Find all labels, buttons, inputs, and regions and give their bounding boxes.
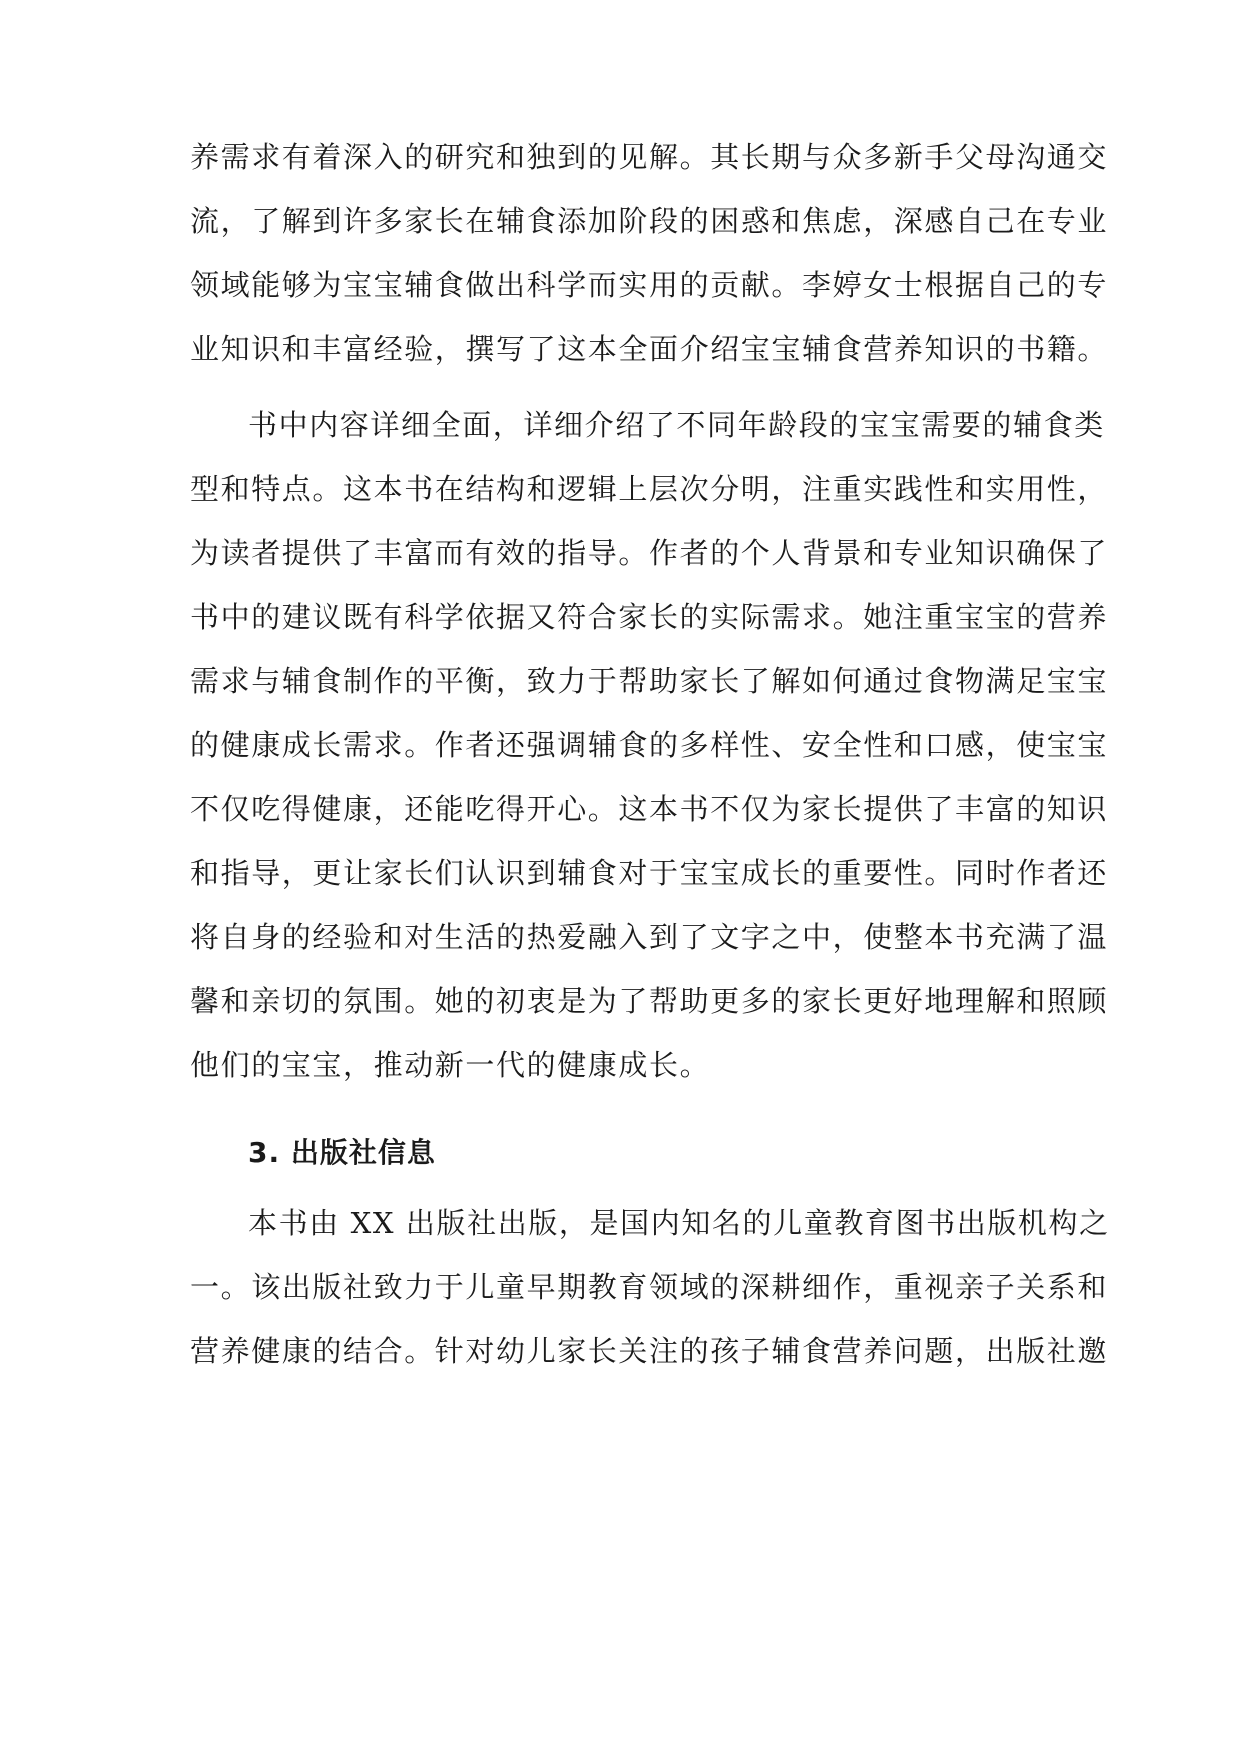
paragraph-2-line-10: 馨和亲切的氛围。她的初衷是为了帮助更多的家长更好地理解和照顾: [190, 984, 1109, 1018]
paragraph-2-line-8: 和指导，更让家长们认识到辅食对于宝宝成长的重要性。同时作者还: [190, 856, 1109, 890]
paragraph-2-line-1: 书中内容详细全面，详细介绍了不同年龄段的宝宝需要的辅食类: [248, 408, 1105, 442]
paragraph-1-line-2: 流，了解到许多家长在辅食添加阶段的困惑和焦虑，深感自己在专业: [190, 204, 1109, 238]
paragraph-2-line-3: 为读者提供了丰富而有效的指导。作者的个人背景和专业知识确保了: [190, 536, 1109, 570]
section-heading: 3. 出版社信息: [248, 1136, 436, 1169]
paragraph-2-line-7: 不仅吃得健康，还能吃得开心。这本书不仅为家长提供了丰富的知识: [190, 792, 1109, 826]
paragraph-2-line-5: 需求与辅食制作的平衡，致力于帮助家长了解如何通过食物满足宝宝: [190, 664, 1109, 698]
paragraph-1-line-4: 业知识和丰富经验，撰写了这本全面介绍宝宝辅食营养知识的书籍。: [190, 332, 1109, 366]
paragraph-3-line-2: 一。该出版社致力于儿童早期教育领域的深耕细作，重视亲子关系和: [190, 1270, 1109, 1304]
paragraph-2-line-6: 的健康成长需求。作者还强调辅食的多样性、安全性和口感，使宝宝: [190, 728, 1109, 762]
paragraph-2-line-2: 型和特点。这本书在结构和逻辑上层次分明，注重实践性和实用性，: [190, 472, 1109, 506]
paragraph-1-line-3: 领域能够为宝宝辅食做出科学而实用的贡献。李婷女士根据自己的专: [190, 268, 1109, 302]
paragraph-2-line-9: 将自身的经验和对生活的热爱融入到了文字之中，使整本书充满了温: [190, 920, 1109, 954]
paragraph-1-line-1: 养需求有着深入的研究和独到的见解。其长期与众多新手父母沟通交: [190, 140, 1109, 174]
paragraph-3-line-3: 营养健康的结合。针对幼儿家长关注的孩子辅食营养问题，出版社邀: [190, 1334, 1109, 1368]
paragraph-2-line-4: 书中的建议既有科学依据又符合家长的实际需求。她注重宝宝的营养: [190, 600, 1109, 634]
paragraph-3-line-1: 本书由 XX 出版社出版，是国内知名的儿童教育图书出版机构之: [248, 1206, 1110, 1240]
paragraph-2-line-11: 他们的宝宝，推动新一代的健康成长。: [190, 1048, 711, 1082]
